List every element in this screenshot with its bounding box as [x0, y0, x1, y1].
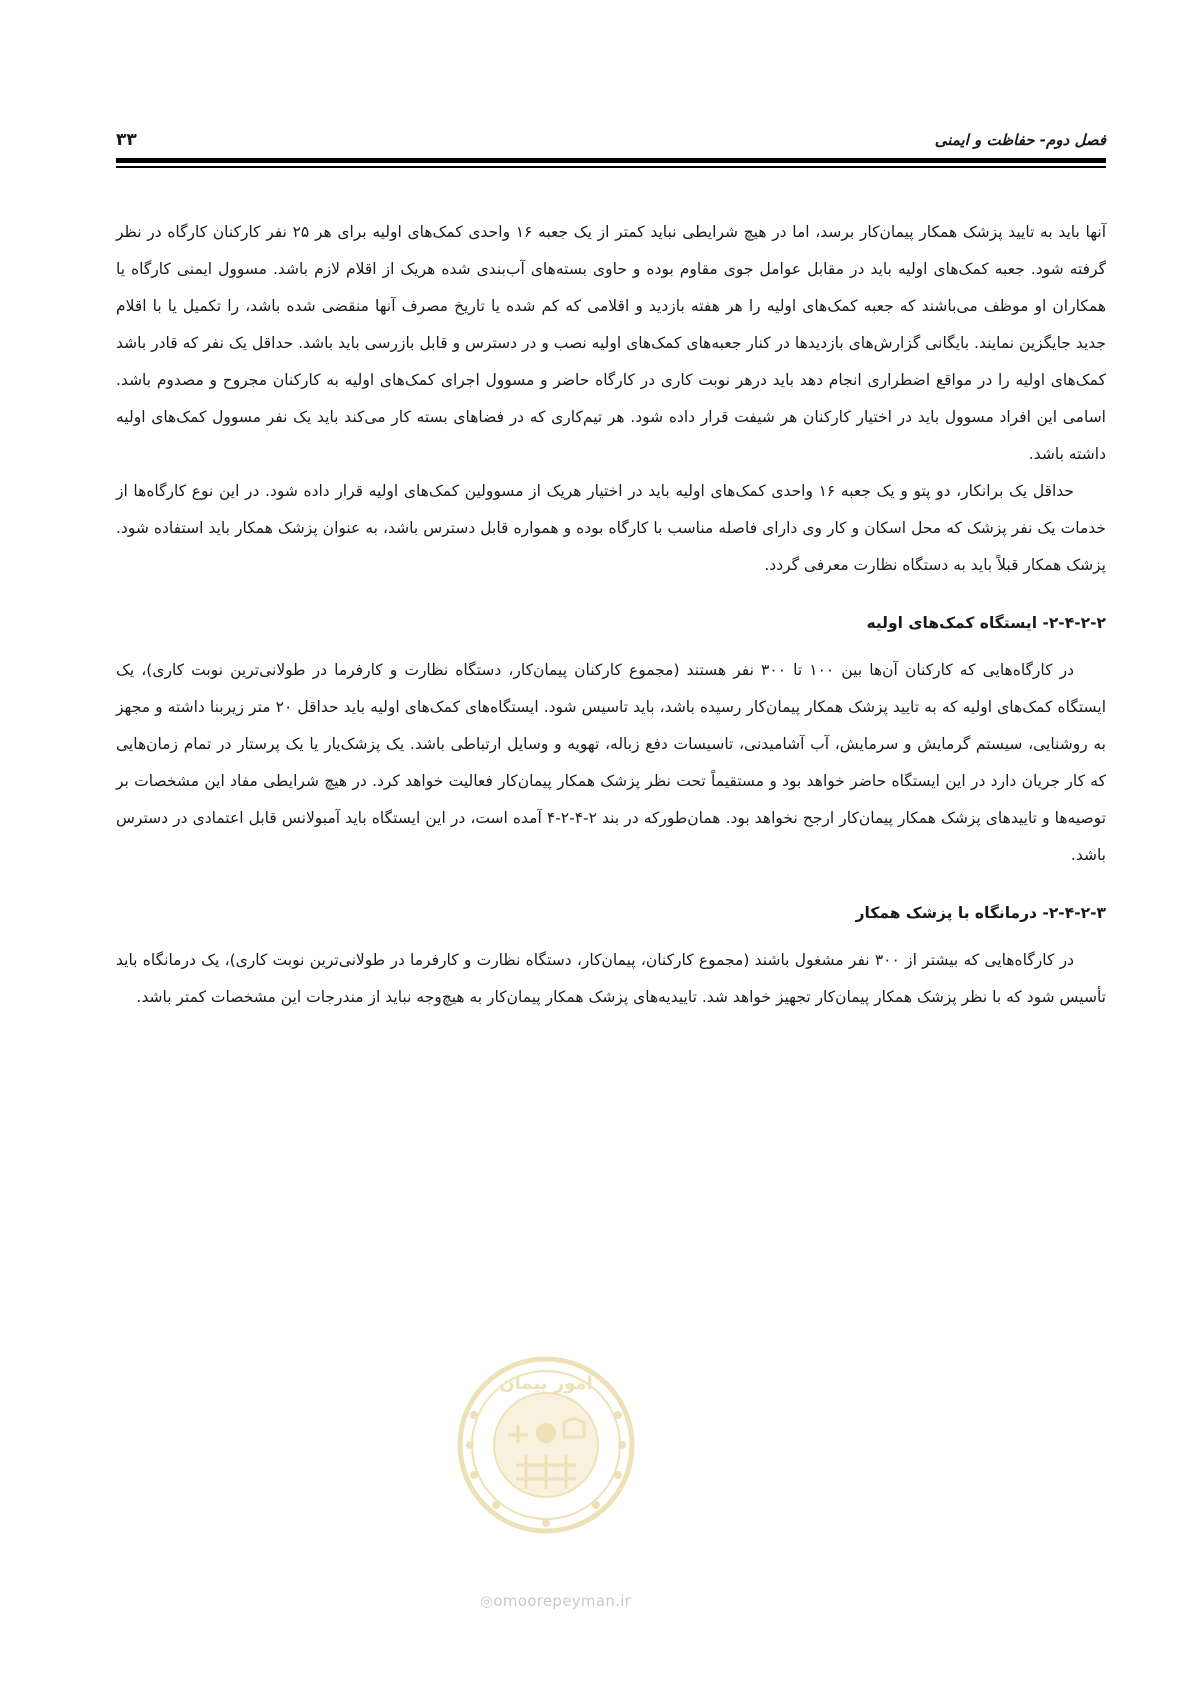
watermark-seal-text: امور پیمان — [499, 1373, 593, 1394]
paragraph-first-aid-boxes: آنها باید به تایید پزشک همکار پیمان‌کار برسد، اما در هیچ شرایطی نباید کمتر از یک جعبه ۱۶ واحدی کمک‌های اولیه برای هر ۲۵ نفر کارکنان کارگاه در نظر گرفته شود. جعبه کمک‌های اولیه باید در مقابل عوامل جوی مقاوم بوده و حاوی بسته‌های آب‌بندی شده هریک از اقلام لازم باشد. مسوول ایمنی کارگاه یا همکاران او موظف می‌باشند که جعبه کمک‌های اولیه را هر هفته بازدید و اقلامی که کم شده یا تاریخ مصرف آنها منقضی شده باشد، را تکمیل یا با اقلام جدید جایگزین نمایند. بایگانی گزارش‌های بازدیدها در کنار جعبه‌های کمک‌های اولیه نصب و در دسترس و قابل بازرسی باید باشد. حداقل یک نفر که قادر باشد کمک‌های اولیه را در مواقع اضطراری انجام دهد باید درهر نوبت کاری در کارگاه حاضر و مسوول اجرای کمک‌های اولیه به کارکنان مجروح و مصدوم باشد. اسامی این افراد مسوول باید در اختیار کارکنان هر شیفت قرار داده شود. هر تیم‌کاری که در فضاهای بسته کار می‌کند باید یک نفر مسوول کمک‌های اولیه داشته باشد. — [116, 223, 1106, 463]
section-heading-clinic: ۲-۴-۲-۳- درمانگاه با پزشک همکار — [855, 904, 1106, 922]
page-number: ۳۳ — [116, 130, 137, 150]
watermark-logo-icon: ◎ — [480, 1592, 494, 1610]
page-body — [116, 214, 1106, 1016]
page-header — [116, 128, 1106, 158]
watermark-url: ◎omoorepeyman.ir — [480, 1592, 632, 1610]
watermark-seal — [456, 1355, 636, 1535]
header-rule-thin — [116, 166, 1106, 168]
paragraph-clinic: در کارگاه‌هایی که بیشتر از ۳۰۰ نفر مشغول باشند (مجموع کارکنان، پیمان‌کار، دستگاه نظارت و کارفرما در طولانی‌ترین نوبت کاری)، یک درمانگاه باید تأسیس شود که با نظر پزشک همکار پیمان‌کار تجهیز خواهد شد. تاییدیه‌های پزشک همکار پیمان‌کار به هیچ‌وجه نباید از مندرجات این مشخصات کمتر باشد. — [116, 951, 1106, 1006]
header-rule-thick — [116, 158, 1106, 163]
chapter-title: فصل دوم- حفاظت و ایمنی — [934, 131, 1106, 149]
section-heading-first-aid-station: ۲-۴-۲-۲- ایستگاه کمک‌های اولیه — [866, 614, 1106, 632]
paragraph-first-aid-station: در کارگاه‌هایی که کارکنان آن‌ها بین ۱۰۰ تا ۳۰۰ نفر هستند (مجموع کارکنان پیمان‌کار، دستگاه نظارت و کارفرما در طولانی‌ترین نوبت کاری)، یک ایستگاه کمک‌های اولیه که به تایید پزشک همکار پیمان‌کار رسیده باشد، باید تاسیس شود. ایستگاه‌های کمک‌های اولیه باید حداقل ۲۰ متر زیربنا داشته و مجهز به روشنایی، سیستم گرمایش و سرمایش، آب آشامیدنی، تاسیسات دفع زباله، تهویه و وسایل ارتباطی باشد. یک پزشک‌یار یا یک پرستار در تمام زمان‌هایی که کار جریان دارد در این ایستگاه حاضر خواهد بود و مستقیماً تحت نظر پزشک همکار پیمان‌کار فعالیت خواهد کرد. در هیچ شرایطی مفاد این مشخصات بر توصیه‌ها و تاییدهای پزشک همکار پیمان‌کار ارجح نخواهد بود. همان‌طورکه در بند ۲-۴-۲-۴ آمده است، در این ایستگاه باید آمبولانس قابل اعتمادی در دسترس باشد. — [116, 661, 1107, 864]
paragraph-stretcher: حداقل یک برانکار، دو پتو و یک جعبه ۱۶ واحدی کمک‌های اولیه باید در اختیار هریک از مسوولین کمک‌های اولیه قرار داده شود. در این نوع کارگاه‌ها از خدمات یک نفر پزشک که محل اسکان و کار وی دارای فاصله مناسب با کارگاه بوده و همواره قابل دسترس باشد، به عنوان پزشک همکار باید استفاده شود. پزشک همکار قبلاً باید به دستگاه نظارت معرفی گردد. — [116, 482, 1106, 574]
